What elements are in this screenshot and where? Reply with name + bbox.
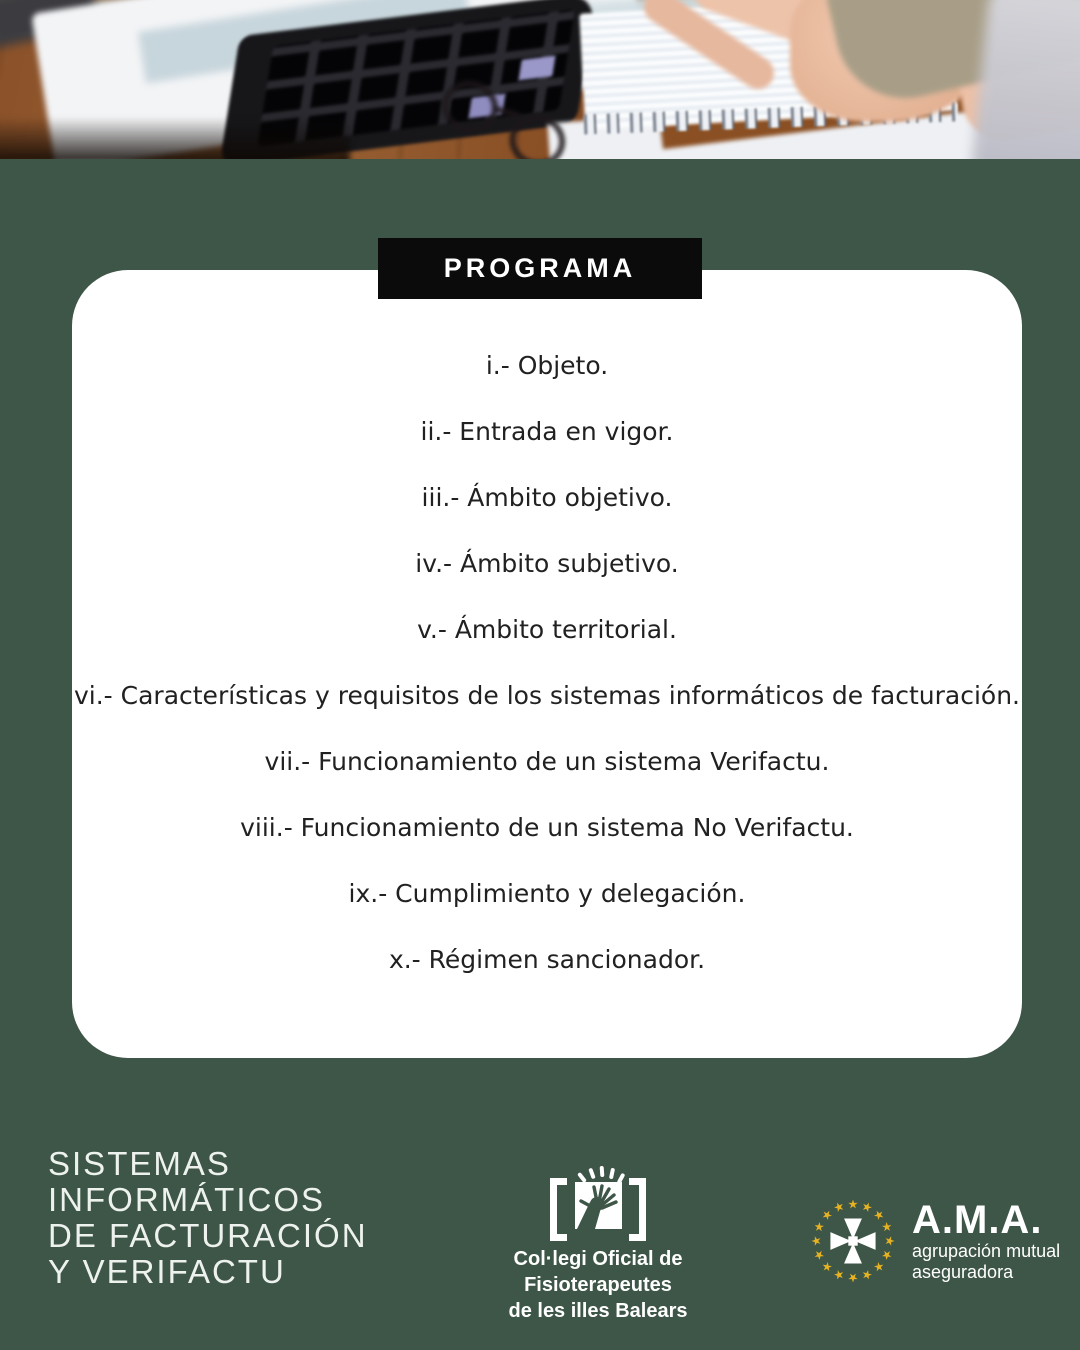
fisio-hand-icon: [550, 1166, 646, 1242]
program-list: [72, 332, 1022, 992]
college-name-line1: Col·legi Oficial de Fisioterapeutes: [513, 1248, 683, 1296]
programa-banner: [378, 238, 702, 299]
hand-icon: [575, 1182, 622, 1229]
footer-title-line: DE FACTURACIÓN: [48, 1217, 368, 1254]
program-item: iii.- Ámbito objetivo.: [421, 482, 673, 512]
right-bracket-icon: [629, 1178, 646, 1241]
program-item: viii.- Funcionamiento de un sistema No Verifactu.: [240, 812, 854, 842]
programa-banner-label: PROGRAMA: [443, 253, 637, 283]
photo-blurred-foreground-object: [970, 0, 1080, 159]
footer-title-line: SISTEMAS: [48, 1145, 231, 1182]
ama-acronym: A.M.A.: [912, 1198, 1043, 1242]
program-item: v.- Ámbito territorial.: [417, 614, 677, 644]
program-card: [72, 270, 1022, 1058]
hand-square-icon: [575, 1182, 622, 1229]
ama-subtitle-line1: agrupación mutual: [912, 1241, 1061, 1261]
header-photo: [0, 0, 1080, 159]
ama-subtitle-line2: aseguradora: [912, 1262, 1014, 1282]
left-bracket-icon: [550, 1178, 567, 1241]
program-item: iv.- Ámbito subjetivo.: [415, 548, 679, 578]
photo-eyeglasses-bridge: [493, 106, 520, 121]
ama-logo-block: [806, 1194, 1060, 1288]
program-item: ix.- Cumplimiento y delegación.: [348, 878, 746, 908]
college-name-line2: de les illes Balears: [508, 1300, 688, 1322]
footer-title-line: INFORMÁTICOS: [48, 1181, 325, 1218]
college-logo-block: [437, 1166, 759, 1324]
program-item: x.- Régimen sancionador.: [388, 944, 706, 974]
stars-cross-icon: [806, 1194, 900, 1288]
footer-title-line: Y VERIFACTU: [48, 1253, 286, 1290]
program-item: i.- Objeto.: [485, 350, 609, 380]
photo-shadow: [0, 117, 350, 159]
program-item: ii.- Entrada en vigor.: [420, 416, 674, 446]
footer-title: [48, 1146, 368, 1290]
program-item: vi.- Características y requisitos de los sistemas informáticos de facturación.: [73, 680, 1021, 710]
program-item: vii.- Funcionamiento de un sistema Verifactu.: [264, 746, 830, 776]
